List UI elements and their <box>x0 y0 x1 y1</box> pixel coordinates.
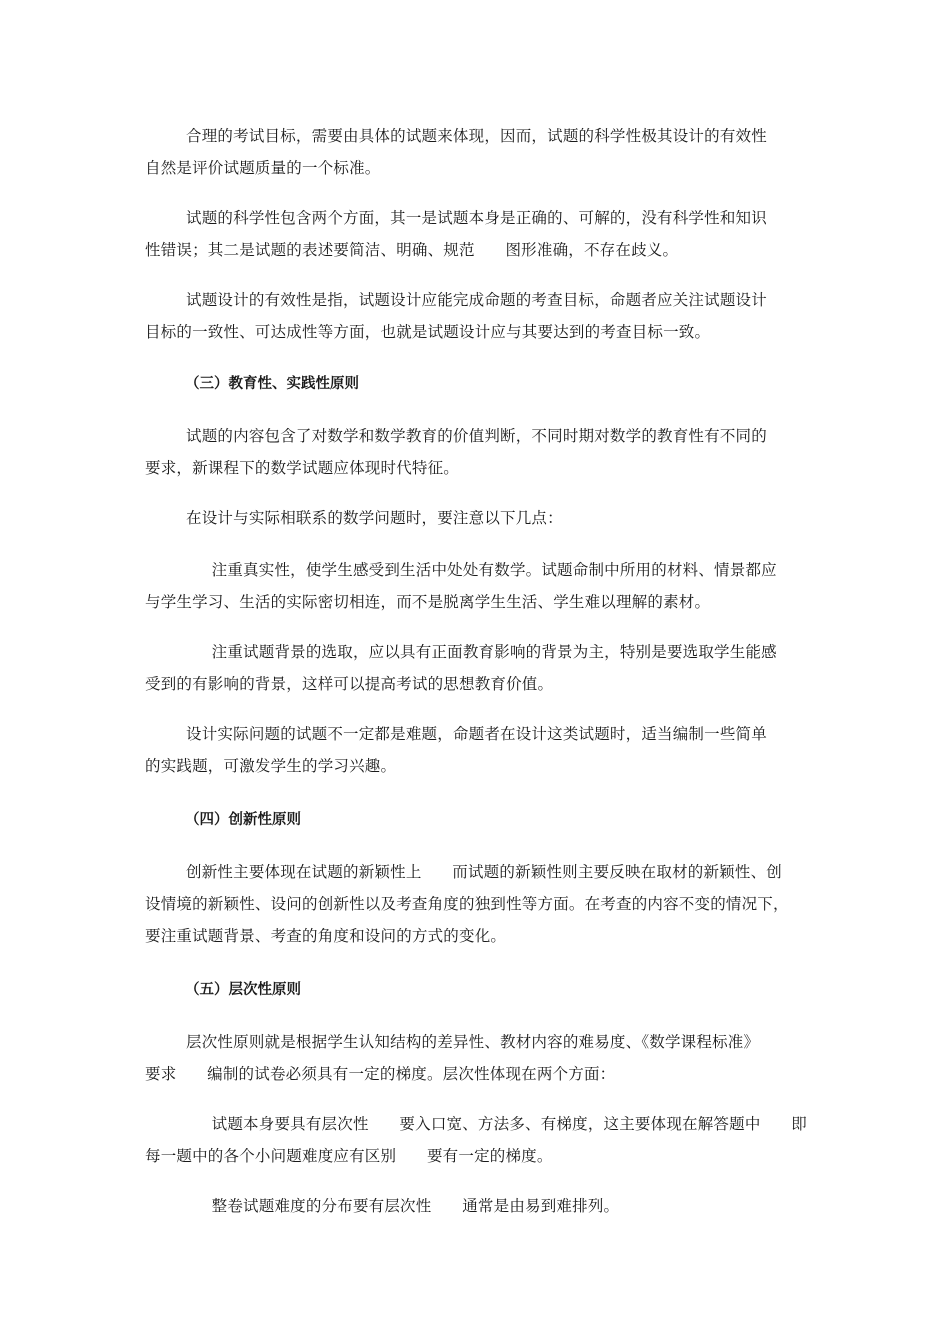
text-line: 整卷试题难度的分布要有层次性 通常是由易到难排列。 <box>145 1197 620 1215</box>
paragraph-innovation <box>145 856 805 952</box>
text-line: 在设计与实际相联系的数学问题时，要注意以下几点： <box>145 509 563 527</box>
text-line: 目标的一致性、可达成性等方面，也就是试题设计应与其要达到的考查目标一致。 <box>145 323 711 341</box>
text-line: 试题的内容包含了对数学和数学教育的价值判断，不同时期对数学的教育性有不同的 <box>145 427 767 445</box>
paragraph-background-selection <box>145 636 805 700</box>
text-line: 要求，新课程下的数学试题应体现时代特征。 <box>145 459 460 477</box>
paragraph-paper-difficulty <box>145 1190 805 1222</box>
section-heading-innovation: （四）创新性原则 <box>185 812 301 828</box>
paragraph-practical-problems <box>145 718 805 782</box>
text-line: 受到的有影响的背景，这样可以提高考试的思想教育价值。 <box>145 675 554 693</box>
paragraph-scientific-nature <box>145 202 805 266</box>
paragraph-question-hierarchy <box>145 1108 805 1172</box>
text-line: 试题的科学性包含两个方面，其一是试题本身是正确的、可解的，没有科学性和知识 <box>145 209 767 227</box>
text-line: 自然是评价试题质量的一个标准。 <box>145 159 381 177</box>
text-line: 的实践题，可激发学生的学习兴趣。 <box>145 757 397 775</box>
text-line: 性错误；其二是试题的表述要简洁、明确、规范 图形准确，不存在歧义。 <box>145 241 679 259</box>
text-line: 注重真实性，使学生感受到生活中处处有数学。试题命制中所用的材料、情景都应 <box>145 561 777 579</box>
text-line: 创新性主要体现在试题的新颖性上 而试题的新颖性则主要反映在取材的新颖性、创 <box>145 863 782 881</box>
text-line: 注重试题背景的选取，应以具有正面教育影响的背景为主，特别是要选取学生能感 <box>145 643 777 661</box>
paragraph-content-value <box>145 420 805 484</box>
text-line: 设计实际问题的试题不一定都是难题，命题者在设计这类试题时，适当编制一些简单 <box>145 725 767 743</box>
paragraph-design-effectiveness <box>145 284 805 348</box>
paragraph-authenticity <box>145 554 805 618</box>
paragraph-hierarchy-principle <box>145 1026 805 1090</box>
section-heading-educational-practical: （三）教育性、实践性原则 <box>185 376 359 392</box>
text-line: 每一题中的各个小问题难度应有区别 要有一定的梯度。 <box>145 1147 553 1165</box>
text-line: 层次性原则就是根据学生认知结构的差异性、教材内容的难易度、《数学课程标准》 <box>145 1033 760 1051</box>
section-heading-hierarchy: （五）层次性原则 <box>185 982 301 998</box>
text-line: 试题设计的有效性是指，试题设计应能完成命题的考查目标，命题者应关注试题设计 <box>145 291 767 309</box>
paragraph-exam-goals <box>145 120 805 184</box>
paragraph-design-notes-intro <box>145 502 805 534</box>
text-line: 设情境的新颖性、设问的创新性以及考查角度的独到性等方面。在考查的内容不变的情况下， <box>145 895 789 913</box>
text-line: 合理的考试目标，需要由具体的试题来体现，因而，试题的科学性极其设计的有效性 <box>145 127 767 145</box>
text-line: 与学生学习、生活的实际密切相连，而不是脱离学生生活、学生难以理解的素材。 <box>145 593 711 611</box>
text-line: 要求 编制的试卷必须具有一定的梯度。层次性体现在两个方面： <box>145 1065 616 1083</box>
text-line: 要注重试题背景、考查的角度和设问的方式的变化。 <box>145 927 507 945</box>
text-line: 试题本身要具有层次性 要入口宽、方法多、有梯度，这主要体现在解答题中 即 <box>145 1115 807 1133</box>
